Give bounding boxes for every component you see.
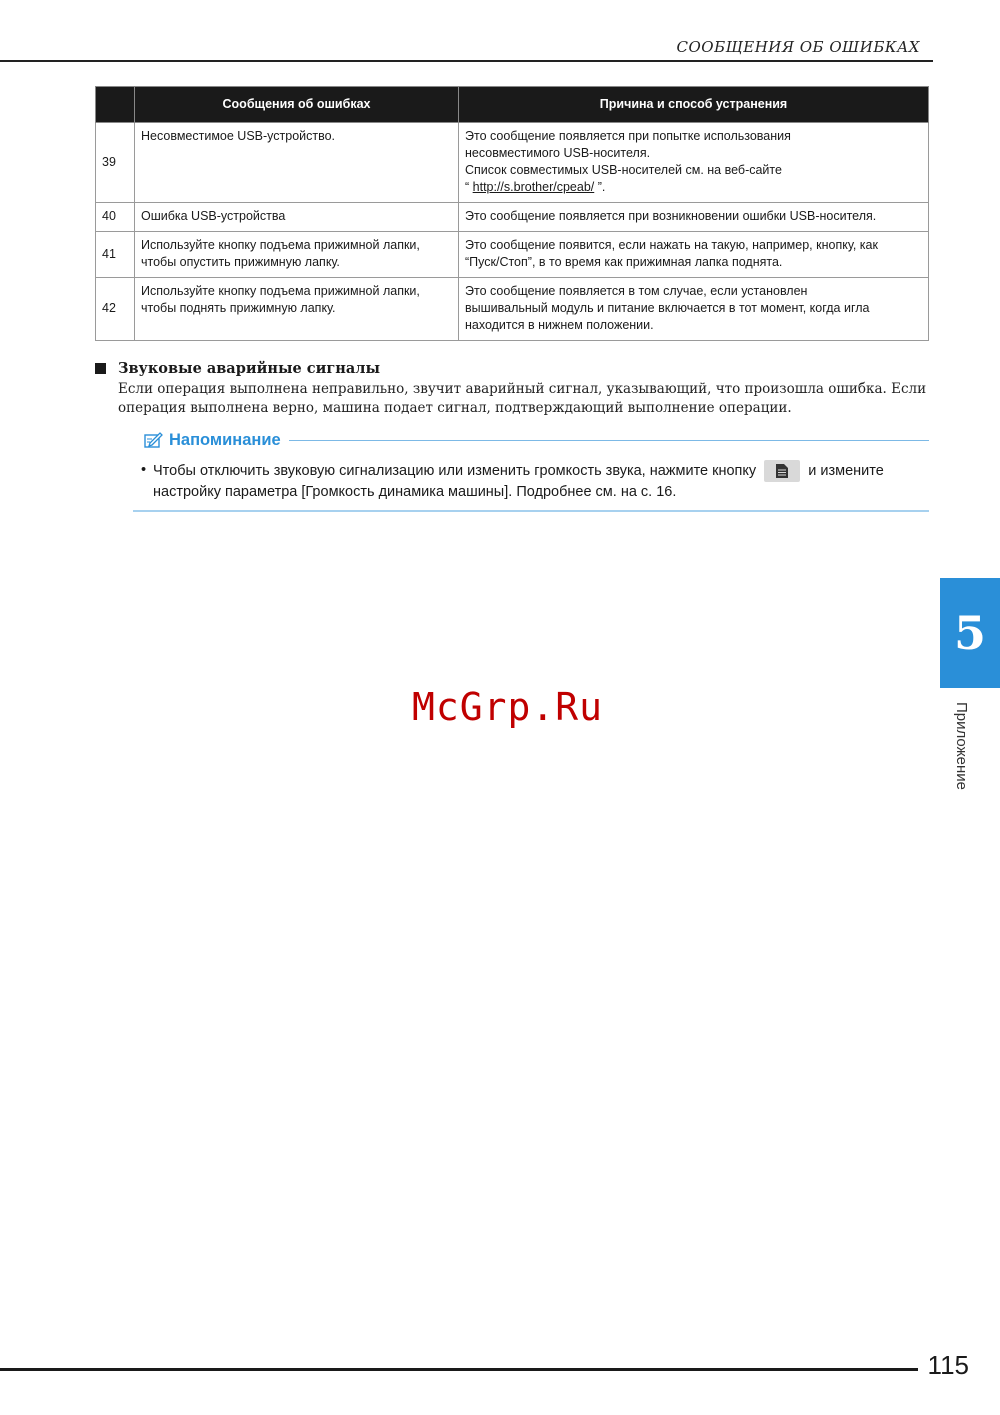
message-line: чтобы поднять прижимную лапку. [141,301,336,315]
chapter-name: Приложение [953,702,970,790]
row-number: 39 [96,123,135,203]
settings-button-icon [764,460,800,482]
memo-text [153,460,884,502]
watermark: McGrp.Ru [411,685,604,729]
page-number: 115 [927,1350,969,1380]
cause-link-line [465,179,922,196]
table-row [96,232,929,278]
header-rule [0,60,933,62]
cause-line: несовместимого USB-носителя. [465,146,651,160]
body-line: операция выполнена верно, машина подает сигнал, подтверждающий выполнение операции. [118,400,792,416]
error-messages-table [95,86,929,341]
message-line: Используйте кнопку подъема прижимной лапки, [141,238,420,252]
row-message [135,232,459,278]
footer-rule [0,1368,918,1371]
brother-website-link[interactable]: http://s.brother/cpeab/ [472,180,595,194]
memo-box [133,428,929,512]
row-cause [459,232,929,278]
row-message: Несовместимое USB-устройство. [135,123,459,203]
memo-item [141,460,929,502]
memo-header [133,428,929,452]
cause-line: Это сообщение появляется в том случае, если установлен [465,284,808,298]
memo-title: Напоминание [169,430,281,449]
bullet: • [141,462,147,478]
cause-line: Это сообщение появляется при возникновении ошибки USB-носителя. [465,209,877,223]
memo-title-rule [289,440,929,441]
alarm-section [95,360,935,418]
section-title: Звуковые аварийные сигналы [118,360,381,377]
column-header-cause: Причина и способ устранения [459,87,929,123]
table-row [96,203,929,232]
row-message [135,278,459,341]
cause-line: “Пуск/Стоп”, в то время как прижимная лапка поднята. [465,255,783,269]
memo-text-before: Чтобы отключить звуковую сигнализацию или изменить громкость звука, нажмите кнопку [153,462,757,479]
table-row [96,123,929,203]
column-header-number [96,87,135,123]
square-bullet-icon [95,363,106,374]
link-suffix: ”. [594,180,606,194]
body-line: Если операция выполнена неправильно, звучит аварийный сигнал, указывающий, что произошла ошибка. Если [118,381,927,397]
section-body [118,380,935,418]
cause-line: Это сообщение появится, если нажать на такую, например, кнопку, как [465,238,878,252]
row-cause [459,203,929,232]
memo-text-line2: настройку параметра [Громкость динамика машины]. Подробнее см. на с. 16. [153,484,677,500]
memo-bottom-rule [133,510,929,512]
row-number: 42 [96,278,135,341]
row-message: Ошибка USB-устройства [135,203,459,232]
cause-line: находится в нижнем положении. [465,318,654,332]
pencil-note-icon [143,430,165,450]
cause-line: Это сообщение появляется при попытке использования [465,129,791,143]
message-line: чтобы опустить прижимную лапку. [141,255,340,269]
chapter-tab: 5 [940,578,1000,688]
table-row [96,278,929,341]
table-header-row [96,87,929,123]
running-header: СООБЩЕНИЯ ОБ ОШИБКАХ [676,38,920,56]
row-cause [459,123,929,203]
memo-text-after: и измените [808,462,884,479]
row-number: 41 [96,232,135,278]
row-cause [459,278,929,341]
message-line: Используйте кнопку подъема прижимной лапки, [141,284,420,298]
row-number: 40 [96,203,135,232]
section-heading [95,360,935,377]
cause-line: Список совместимых USB-носителей см. на веб-сайте [465,163,782,177]
cause-line: вышивальный модуль и питание включается в тот момент, когда игла [465,301,870,315]
document-icon [775,463,789,479]
column-header-messages: Сообщения об ошибках [135,87,459,123]
link-prefix: “ [465,180,473,194]
